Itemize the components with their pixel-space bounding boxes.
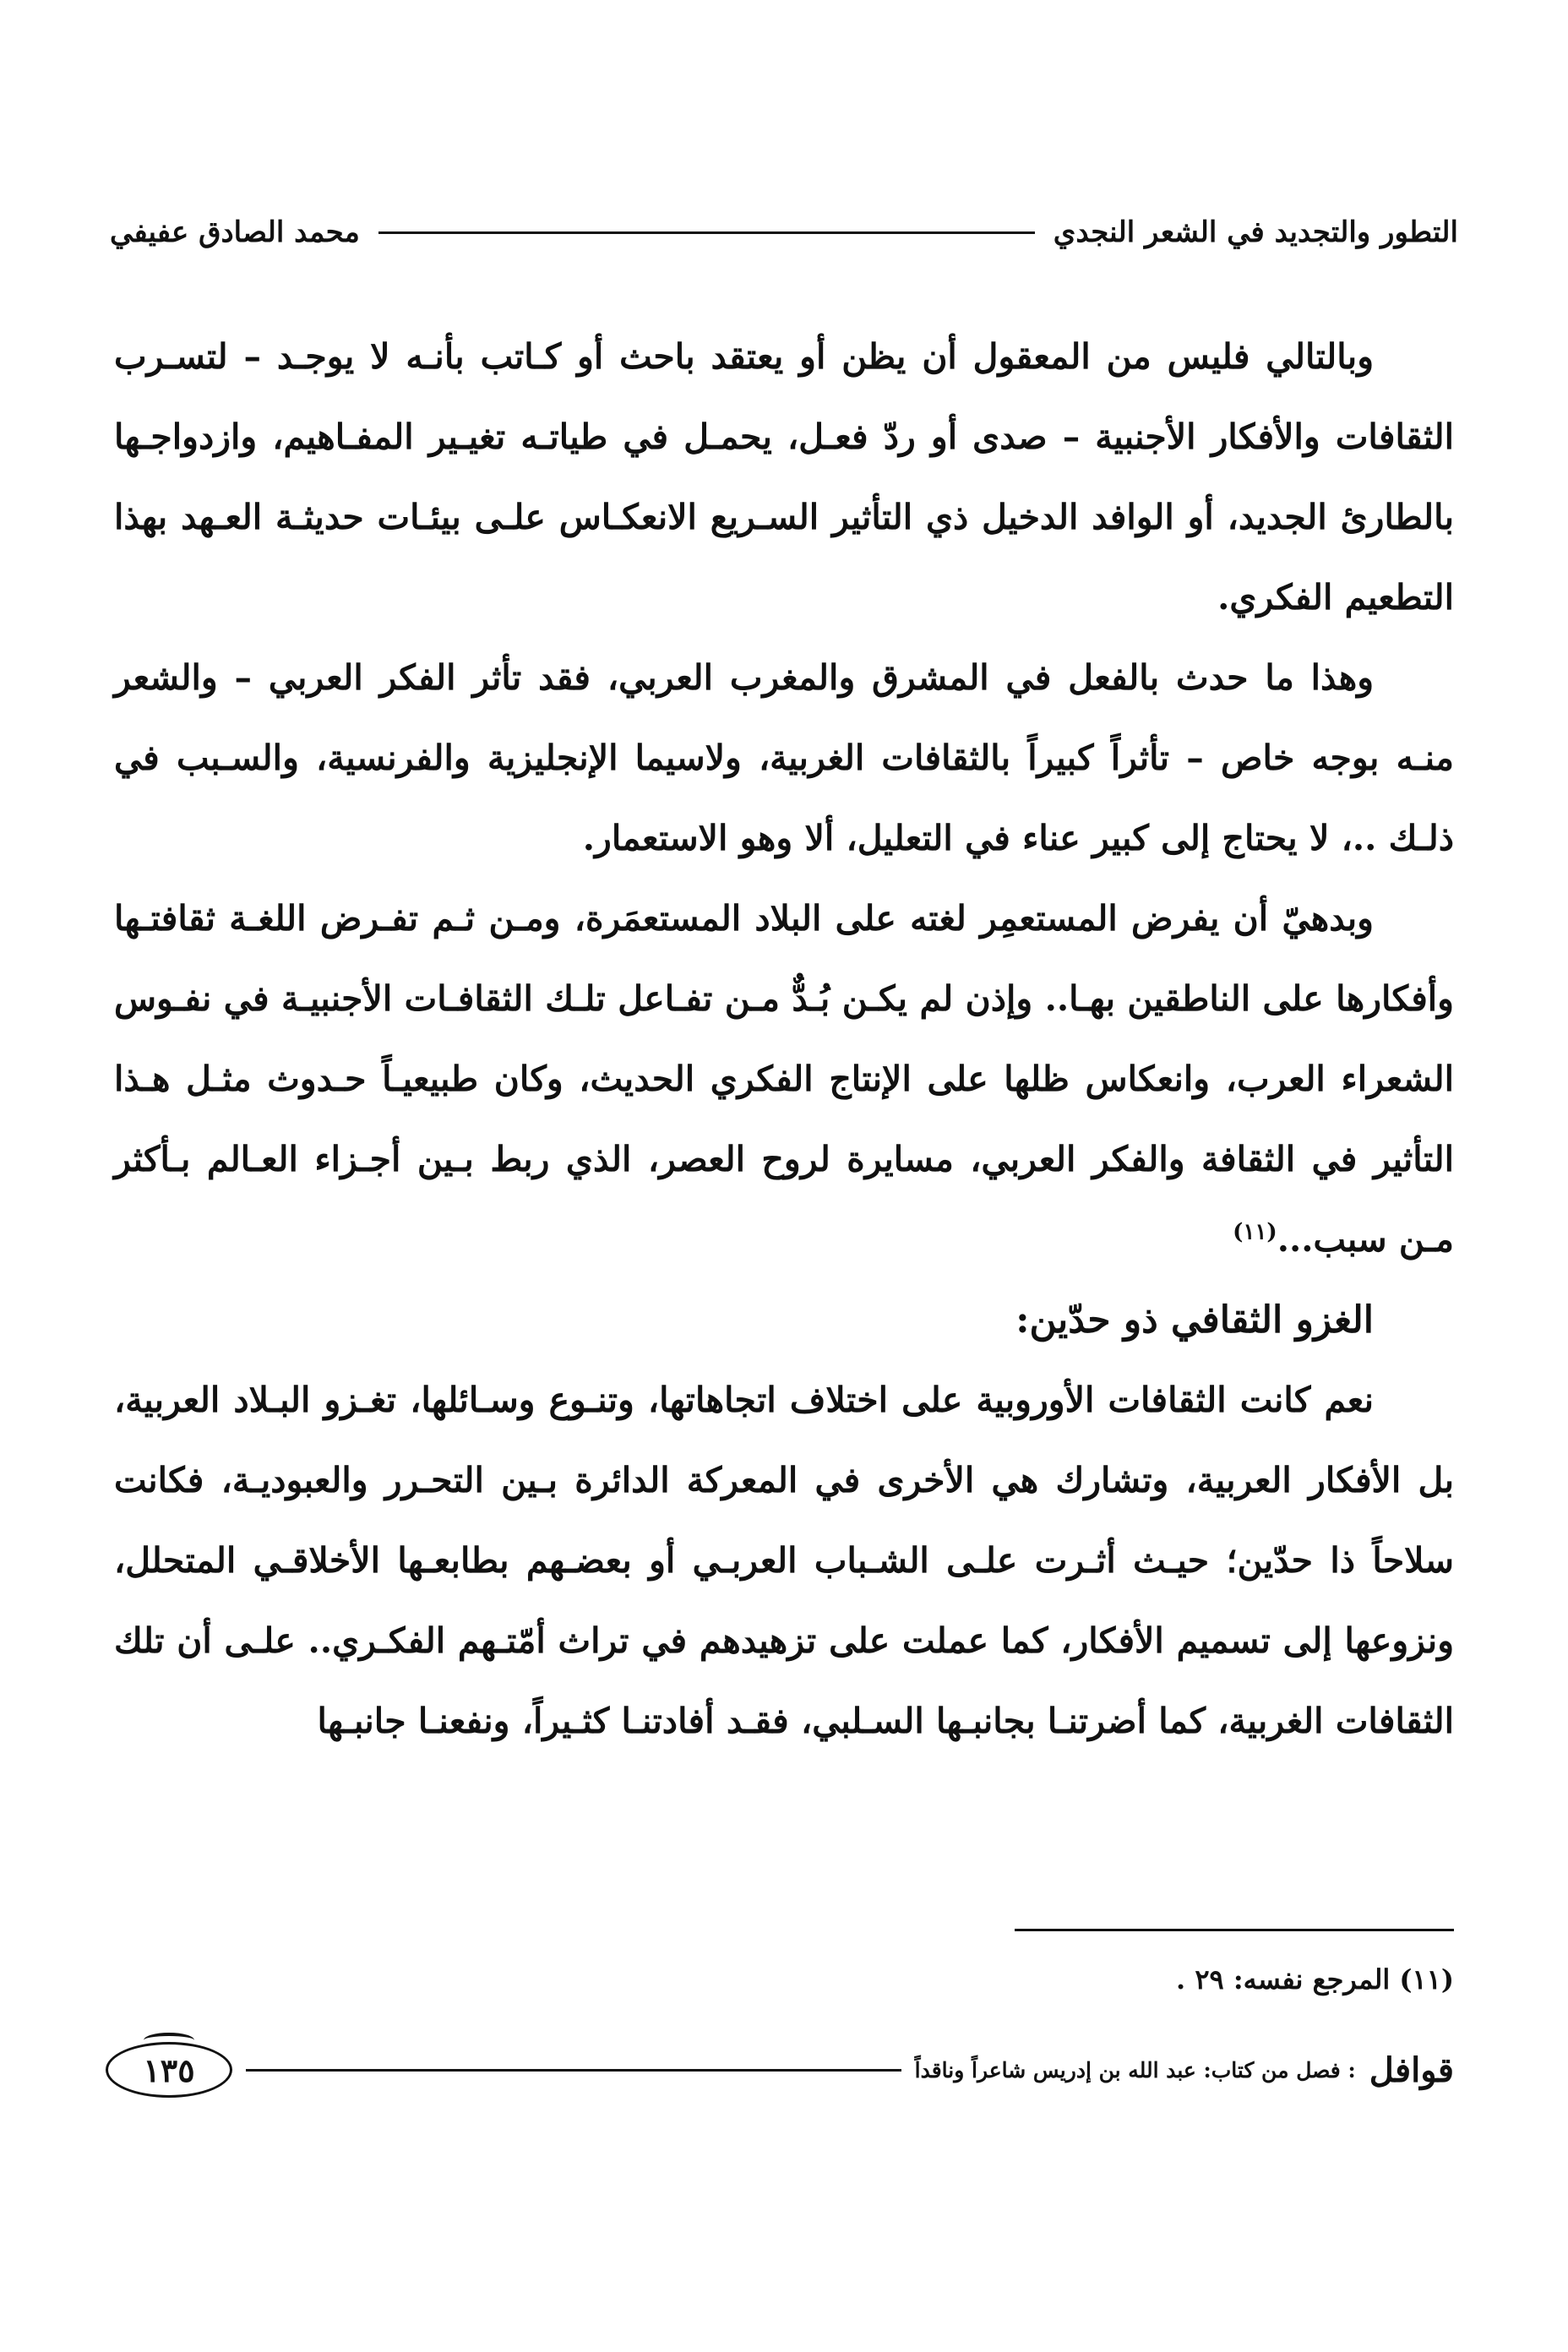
footer-rule <box>246 2069 901 2072</box>
page-number: ١٣٥ <box>143 2050 195 2089</box>
section-paragraph: نعم كانت الثقافات الأوروبية على اختلاف اتجاهاتها، وتنـوع وسـائلها، تغـزو البـلاد العربية، بل الأفكار العربية، وتشارك هي الأخرى في المعركة الدائرة بـين التحـرر والعبوديـة، فكانت سلاحاً ذا حدّين؛ حيـث أثـرت علـى الشـباب العربـي أو بعضـهم بطابعـها الأخلاقـي المتحلل، ونزوعها إلى تسميم الأفكار، كما عملت على تزهيدهم في تراث أمّتـهم الفكـري.. علـى أن تلك الثقافات الغربية، كما أضرتنـا بجانبـها السـلبي، فقـد أفادتنـا كثـيراً، ونفعنـا جانبـها <box>114 1380 1454 1741</box>
page-number-badge <box>106 2042 232 2098</box>
paragraph-3 <box>114 879 1454 1280</box>
footnote: (١١) المرجع نفسه: ٢٩ . <box>1176 1963 1454 1995</box>
paragraph-3-text: وبدهيّ أن يفرض المستعمِر لغته على البلاد المستعمَرة، ومـن ثـم تفـرض اللغـة ثقافتـها وأفكارها على الناطقين بهـا.. وإذن لم يكـن بُـدٌّ مـن تفـاعل تلـك الثقافـات الأجنبيـة في نفـوس الشعراء العرب، وانعكاس ظلها على الإنتاج الفكري الحديث، وكان طبيعيـاً حـدوث مثـل هـذا التأثير في الثقافة والفكر العربي، مسايرة لروح العصر، الذي ربط بـين أجـزاء العـالم بـأكثر مـن سبب... <box>114 898 1454 1260</box>
page-number-ornament <box>144 2033 194 2048</box>
footer-brand: قوافل <box>1369 2050 1454 2090</box>
paragraph-2: وهذا ما حدث بالفعل في المشرق والمغرب العربي، فقد تأثر الفكر العربي – والشعر منـه بوجه خاص – تأثراً كبيراً بالثقافات الغربية، ولاسيما الإنجليزية والفرنسية، والسـبب في ذلـك ..، لا يحتاج إلى كبير عناء في التعليل، ألا وهو الاستعمار. <box>114 657 1454 858</box>
header-rule <box>378 231 1035 234</box>
header-book-title: التطور والتجديد في الشعر النجدي <box>1053 215 1458 249</box>
running-header <box>110 207 1458 258</box>
section-heading: الغزو الثقافي ذو حدّين: <box>1015 1298 1374 1342</box>
page-footer <box>106 2036 1454 2104</box>
footnote-separator <box>1015 1929 1454 1931</box>
paragraph-1: وبالتالي فليس من المعقول أن يظن أو يعتقد باحث أو كـاتب بأنـه لا يوجـد – لتسـرب الثقافات والأفكار الأجنبية – صدى أو ردّ فعـل، يحمـل في طياتـه تغيـير المفـاهيم، وازدواجـها بالطارئ الجديد، أو الوافد الدخيل ذي التأثير السـريع الانعكـاس علـى بيئـات حديثـة العـهد بهذا التطعيم الفكري. <box>114 336 1454 618</box>
header-author: محمد الصادق عفيفي <box>110 215 360 249</box>
footnote-reference: (١١) <box>1233 1219 1277 1245</box>
footer-source: : فصل من كتاب: عبد الله بن إدريس شاعراً وناقداً <box>914 2057 1356 2082</box>
body-text <box>114 317 1454 1761</box>
